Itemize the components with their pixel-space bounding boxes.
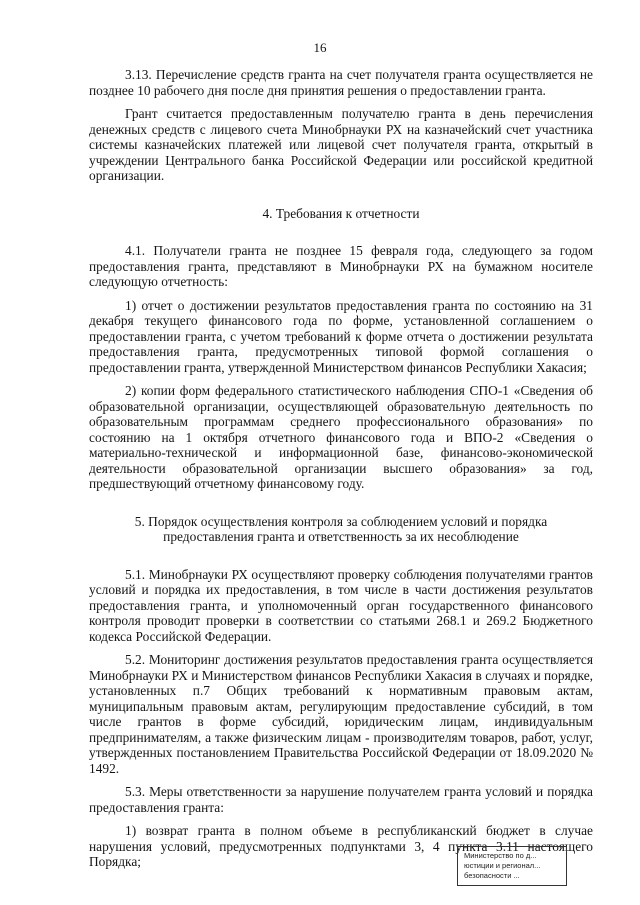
paragraph-5-1: 5.1. Минобрнауки РХ осуществляют проверку соблюдения получателями грантов условий и порядка их предоставления, в том числе в части достижения результатов предоставления гранта, и уполномоченный орган государственного финансового контроля проводит проверки в соответствии со статьями 268.1 и 269.2 Бюджетного кодекса Российской Федерации. <box>89 566 593 644</box>
paragraph-5-3: 5.3. Меры ответственности за нарушение получателем гранта условий и порядка предоставления гранта: <box>89 784 593 815</box>
registration-stamp <box>457 846 567 886</box>
paragraph-3-13: 3.13. Перечисление средств гранта на счет получателя гранта осуществляется не позднее 10 рабочего дня после дня принятия решения о предоставлении гранта. <box>89 67 593 98</box>
document-body <box>89 67 593 870</box>
list-item-4-1-1: 1) отчет о достижении результатов предоставления гранта по состоянию на 31 декабря текущего финансового года по форме, установленной соглашением о предоставлении гранта, с учетом требований к форме отчета о достижении результата предоставления гранта, предусмотренных типовой формой соглашения о предоставлении гранта, утвержденной Министерством финансов Республики Хакасия; <box>89 297 593 375</box>
section-heading-4: 4. Требования к отчетности <box>262 205 420 221</box>
paragraph-4-1: 4.1. Получатели гранта не позднее 15 февраля года, следующего за годом предоставления гранта, представляют в Минобрнауки РХ на бумажном носителе следующую отчетность: <box>89 243 593 289</box>
list-item-5-3-1: 1) возврат гранта в полном объеме в республиканский бюджет в случае нарушения условий, предусмотренных подпунктами 3, 4 пункта 3.11 настоящего Порядка; <box>89 823 593 869</box>
section-heading-5: 5. Порядок осуществления контроля за соблюдением условий и порядка предоставления гранта и ответственность за их несоблюдение <box>134 513 548 544</box>
paragraph-5-2: 5.2. Мониторинг достижения результатов предоставления гранта осуществляется Минобрнауки РХ и Министерством финансов Республики Хакасия в случаях и порядке, установленных п.7 Общих требований к нормативным правовым актам, муниципальным правовым актам, регулирующим предоставление субсидий, в том числе грантов в форме субсидий, юридическим лицам, индивидуальным предпринимателям, а также физическим лицам - производителям товаров, работ, услуг, утвержденных постановлением Правительства Российской Федерации от 18.09.2020 № 1492. <box>89 652 593 776</box>
stamp-line-2: юстиции и регионал... <box>464 861 541 870</box>
stamp-line-1: Министерство по д... <box>464 851 537 860</box>
stamp-line-3: безопасности ... <box>464 871 520 880</box>
page-number: 16 <box>313 40 327 55</box>
paragraph-grant-provided: Грант считается предоставленным получателю гранта в день перечисления денежных средств с лицевого счета Минобрнауки РХ на казначейский счет участника системы казначейских платежей или лицевой счет получателя гранта, открытый в учреждении Центрального банка Российской Федерации или российской кредитной организации. <box>89 106 593 183</box>
list-item-4-1-2: 2) копии форм федерального статистического наблюдения СПО-1 «Сведения об образовательной организации, осуществляющей образовательную деятельность по образовательным программам среднего профессионального образования» по состоянию на 1 октября отчетного финансового года и ВПО-2 «Сведения о материально-технической и информационной базе, финансово-экономической деятельности образовательной организации высшего образования» за год, предшествующий отчетному финансовому году. <box>89 383 593 491</box>
